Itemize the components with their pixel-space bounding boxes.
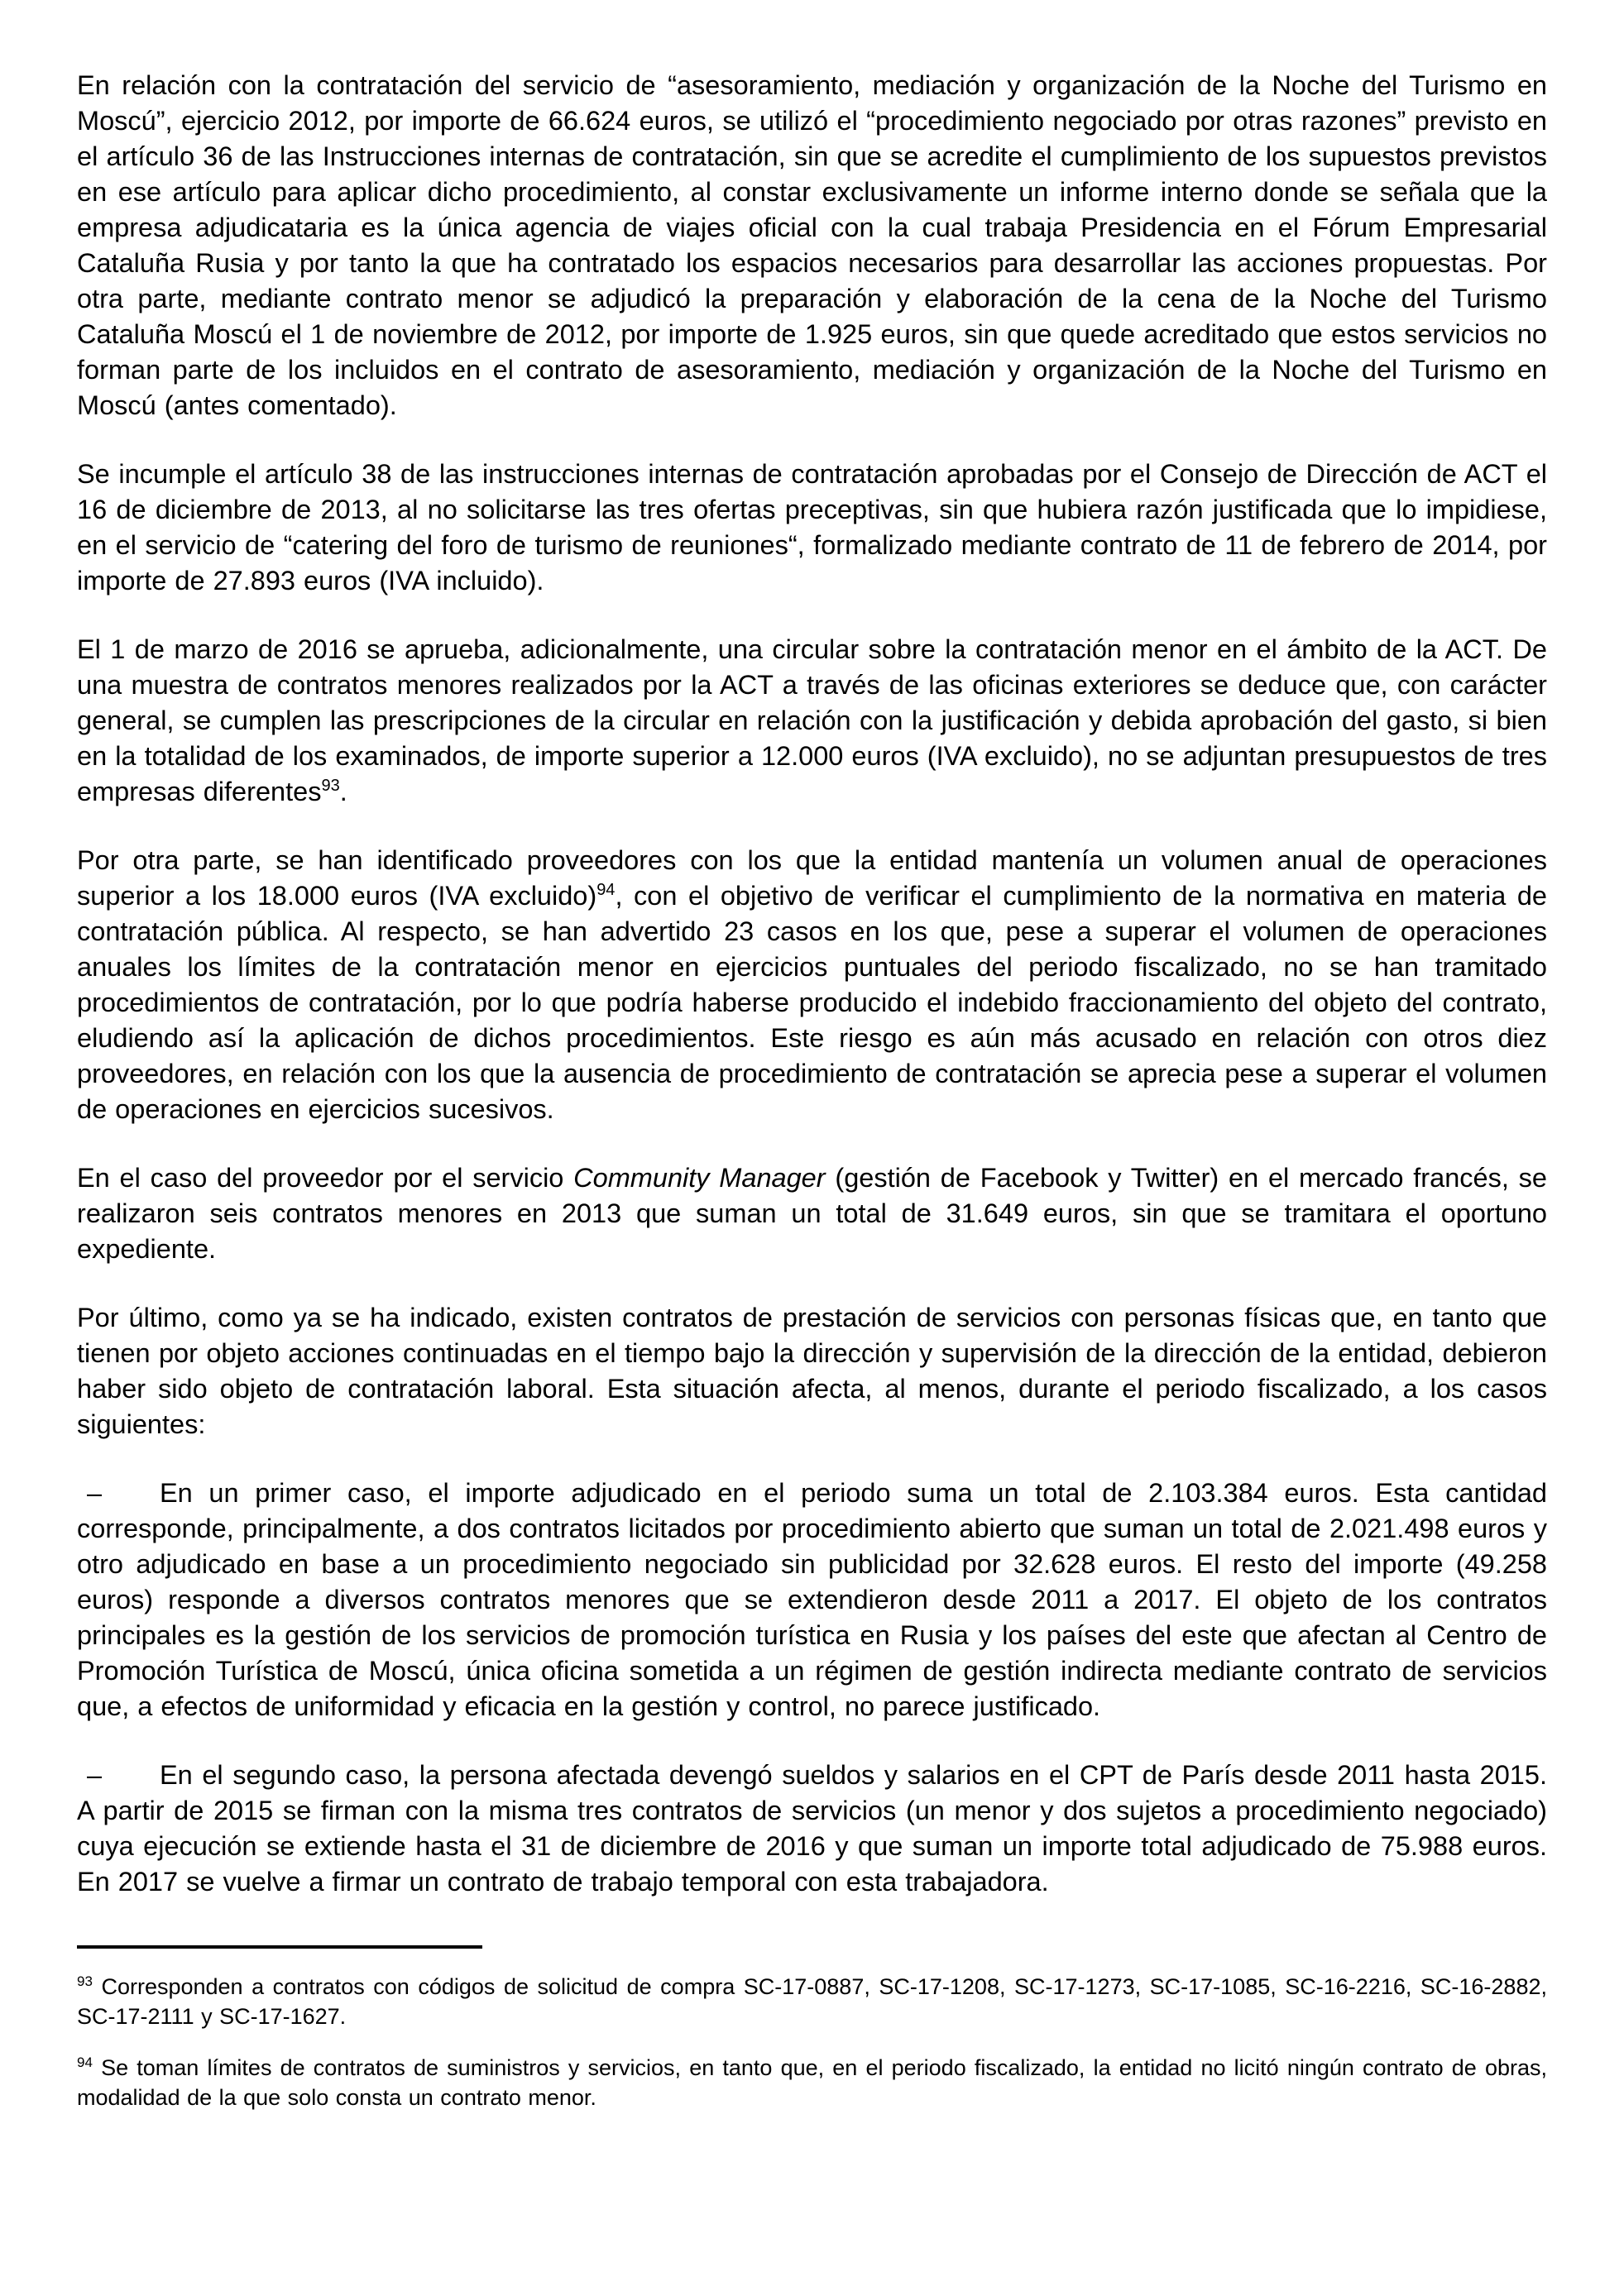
footnote-separator (77, 1945, 482, 1949)
italic-community-manager: Community Manager (573, 1163, 826, 1193)
footnote-text: Corresponden a contratos con códigos de solicitud de compra SC-17-0887, SC-17-1208, SC-17-1273, SC-17-1085, SC-16-2216, SC-16-2882, SC-17-2111 y SC-17-1627. (77, 1974, 1547, 2029)
paragraph-proveedores-volumen-anual (77, 843, 1547, 1127)
dash-bullet-icon: – (87, 1760, 103, 1790)
footnote-ref-93: 93 (321, 777, 340, 795)
paragraph-incumplimiento-articulo-38: Se incumple el artículo 38 de las instrucciones internas de contratación aprobadas por el Consejo de Dirección de ACT el 16 de diciembre de 2013, al no solicitarse las tres ofertas preceptivas, sin que hubiera razón justificada que lo impidiese, en el servicio de “catering del foro de turismo de reuniones“, formalizado mediante contrato de 11 de febrero de 2014, por importe de 27.893 euros (IVA incluido). (77, 459, 1547, 596)
paragraph-text: Por otra parte, se han identificado proveedores con los que la entidad mantenía un volumen anual de operaciones superior a los 18.000 euros (IVA excluido) (77, 845, 1547, 911)
footnote-94 (77, 2053, 1547, 2112)
paragraph-text: El 1 de marzo de 2016 se aprueba, adicionalmente, una circular sobre la contratación menor en el ámbito de la ACT. De una muestra de contratos menores realizados por la ACT a través de las oficinas exteriores se deduce que, con carácter general, se cumplen las prescripciones de la circular en relación con la justificación y debida aprobación del gasto, si bien en la totalidad de los examinados, de importe superior a 12.000 euros (IVA excluido), no se adjuntan presupuestos de tres empresas diferentes (77, 634, 1547, 806)
paragraph-text: En el caso del proveedor por el servicio (77, 1163, 574, 1193)
paragraph-text: . (339, 777, 347, 806)
bullet-item-segundo-caso (77, 1758, 1547, 1900)
footnotes-section (77, 1945, 1547, 2112)
footnote-number-94: 94 (77, 2054, 93, 2070)
dash-bullet-icon: – (87, 1478, 103, 1508)
paragraph-circular-contratacion-menor (77, 632, 1547, 810)
paragraph-contratacion-noche-turismo: En relación con la contratación del servicio de “asesoramiento, mediación y organización de la Noche del Turismo en Moscú”, ejercicio 2012, por importe de 66.624 euros, se utilizó el “procedimiento negociado por otras razones” previsto en el artículo 36 de las Instrucciones internas de contratación, sin que se acredite el cumplimiento de los supuestos previstos en ese artículo para aplicar dicho procedimiento, al constar exclusivamente un informe interno donde se señala que la empresa adjudicataria es la única agencia de viajes oficial con la cual trabaja Presidencia en el Fórum Empresarial Cataluña Rusia y por tanto la que ha contratado los espacios necesarios para desarrollar las acciones propuestas. Por otra parte, mediante contrato menor se adjudicó la preparación y elaboración de la cena de la Noche del Turismo Cataluña Moscú el 1 de noviembre de 2012, por importe de 1.925 euros, sin que quede acreditado que estos servicios no forman parte de los incluidos en el contrato de asesoramiento, mediación y organización de la Noche del Turismo en Moscú (antes comentado). (77, 70, 1547, 420)
footnote-text: Se toman límites de contratos de suministros y servicios, en tanto que, en el periodo fiscalizado, la entidad no licitó ningún contrato de obras, modalidad de la que solo consta un contrato menor. (77, 2055, 1547, 2110)
paragraph-text: (gestión de Facebook y Twitter) en el mercado francés, se realizaron seis contratos menores en 2013 que suman un total de 31.649 euros, sin que se tramitara el oportuno expediente. (77, 1163, 1547, 1264)
paragraph-text: , con el objetivo de verificar el cumplimiento de la normativa en materia de contratación pública. Al respecto, se han advertido 23 casos en los que, pese a superar el volumen de operaciones anuales los límites de la contratación menor en ejercicios puntuales del periodo fiscalizado, no se han tramitado procedimientos de contratación, por lo que podría haberse producido el indebido fraccionamiento del objeto del contrato, eludiendo así la aplicación de dichos procedimientos. Este riesgo es aún más acusado en relación con otros diez proveedores, en relación con los que la ausencia de procedimiento de contratación se aprecia pese a superar el volumen de operaciones en ejercicios sucesivos. (77, 881, 1547, 1124)
paragraph-contratos-personas-fisicas: Por último, como ya se ha indicado, existen contratos de prestación de servicios con personas físicas que, en tanto que tienen por objeto acciones continuadas en el tiempo bajo la dirección y supervisión de la dirección de la entidad, debieron haber sido objeto de contratación laboral. Esta situación afecta, al menos, durante el periodo fiscalizado, a los casos siguientes: (77, 1303, 1547, 1439)
bullet-text: En un primer caso, el importe adjudicado en el periodo suma un total de 2.103.384 euros. Esta cantidad corresponde, principalmente, a dos contratos licitados por procedimiento abierto que suman un total de 2.021.498 euros y otro adjudicado en base a un procedimiento negociado sin publicidad por 32.628 euros. El resto del importe (49.258 euros) responde a diversos contratos menores que se extendieron desde 2011 a 2017. El objeto de los contratos principales es la gestión de los servicios de promoción turística en Rusia y los países del este que afectan al Centro de Promoción Turística de Moscú, única oficina sometida a un régimen de gestión indirecta mediante contrato de servicios que, a efectos de uniformidad y eficacia en la gestión y control, no parece justificado. (77, 1478, 1547, 1721)
bullet-item-primer-caso (77, 1476, 1547, 1724)
footnote-number-93: 93 (77, 1973, 93, 1989)
footnote-93 (77, 1972, 1547, 2031)
bullet-text: En el segundo caso, la persona afectada devengó sueldos y salarios en el CPT de París desde 2011 hasta 2015. A partir de 2015 se firman con la misma tres contratos de servicios (un menor y dos sujetos a procedimiento negociado) cuya ejecución se extiende hasta el 31 de diciembre de 2016 y que suman un importe total adjudicado de 75.988 euros. En 2017 se vuelve a firmar un contrato de trabajo temporal con esta trabajadora. (77, 1760, 1547, 1897)
paragraph-community-manager (77, 1160, 1547, 1267)
footnote-ref-94: 94 (596, 881, 616, 899)
